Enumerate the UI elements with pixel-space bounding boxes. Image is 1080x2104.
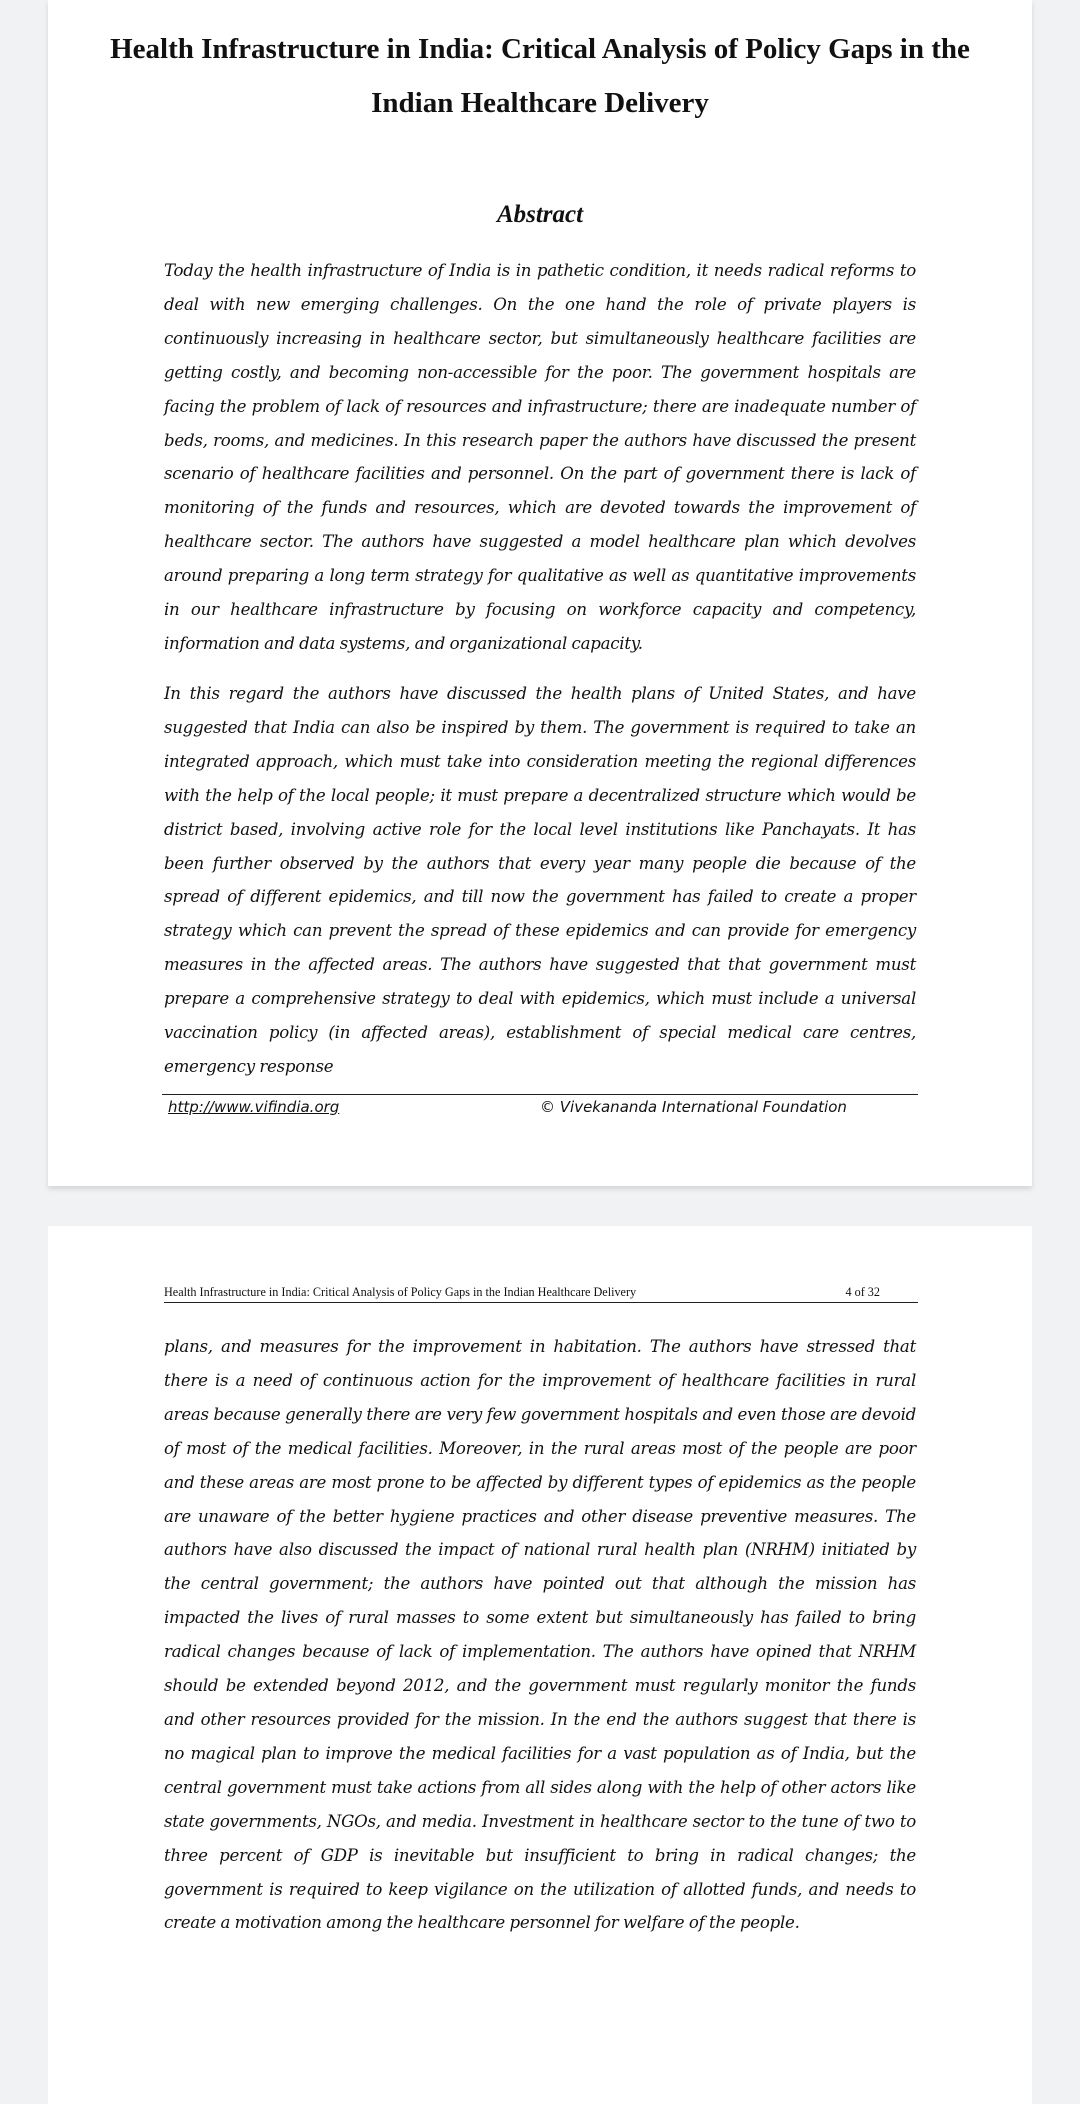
abstract-paragraph-3: plans, and measures for the improvement in habitation. The authors have stressed that there is a need of continuous action for the improvement of healthcare facilities in rural areas because generally there are very few government hospitals and even those are devoid of most of the medical facilities. Moreover, in the rural areas most of the people are poor and these areas are most prone to be affected by different types of epidemics as the people are unaware of the better hygiene practices and other disease preventive measures. The authors have also discussed the impact of national rural health plan (NRHM) initiated by the central government; the authors have pointed out that although the mission has impacted the lives of rural masses to some extent but simultaneously has failed to bring radical changes because of lack of implementation. The authors have opined that NRHM should be extended beyond 2012, and the government must regularly monitor the funds and other resources provided for the mission. In the end the authors suggest that there is no magical plan to improve the medical facilities for a vast population as of India, but the central government must take actions from all sides along with the help of other actors like state governments, NGOs, and media. Investment in healthcare sector to the tune of two to three percent of GDP is inevitable but insufficient to bring in radical changes; the government is required to keep vigilance on the utilization of allotted funds, and needs to create a motivation among the healthcare personnel for welfare of the people.: [164, 1337, 916, 1933]
document-page-4: [48, 1226, 1032, 2104]
abstract-paragraph-1: Today the health infrastructure of India is in pathetic condition, it needs radical reforms to deal with new emerging challenges. On the one hand the role of private players is continuously increasing in healthcare sector, but simultaneously healthcare facilities are getting costly, and becoming non-accessible for the poor. The government hospitals are facing the problem of lack of resources and infrastructure; there are inadequate number of beds, rooms, and medicines. In this research paper the authors have discussed the present scenario of healthcare facilities and personnel. On the part of government there is lack of monitoring of the funds and resources, which are devoted towards the improvement of healthcare sector. The authors have suggested a model healthcare plan which devolves around preparing a long term strategy for qualitative as well as quantitative improvements in our healthcare infrastructure by focusing on workforce capacity and competency, information and data systems, and organizational capacity.: [164, 261, 916, 653]
running-header-title: Health Infrastructure in India: Critical Analysis of Policy Gaps in the Indian Healthcare Delivery: [164, 1285, 637, 1299]
document-title-text: Health Infrastructure in India: Critical Analysis of Policy Gaps in the Indian Healthcare Delivery: [110, 33, 970, 119]
abstract-paragraph-2: In this regard the authors have discussed the health plans of United States, and have suggested that India can also be inspired by them. The government is required to take an integrated approach, which must take into consideration meeting the regional differences with the help of the local people; it must prepare a decentralized structure which would be district based, involving active role for the local level institutions like Panchayats. It has been further observed by the authors that every year many people die because of the spread of different epidemics, and till now the government has failed to create a proper strategy which can prevent the spread of these epidemics and can provide for emergency measures in the affected areas. The authors have suggested that that government must prepare a comprehensive strategy to deal with epidemics, which must include a universal vaccination policy (in affected areas), establishment of special medical care centres, emergency response: [164, 684, 916, 1076]
abstract-heading: Abstract: [496, 201, 584, 228]
document-page-3: [48, 0, 1032, 1186]
footer-website-link[interactable]: http://www.vifindia.org: [168, 1098, 340, 1116]
footer-copyright: © Vivekananda International Foundation: [540, 1098, 847, 1116]
running-header: [164, 1282, 918, 1303]
footer-divider: [162, 1094, 918, 1095]
page-number: 4 of 32: [845, 1285, 880, 1299]
document-title: [88, 22, 992, 130]
